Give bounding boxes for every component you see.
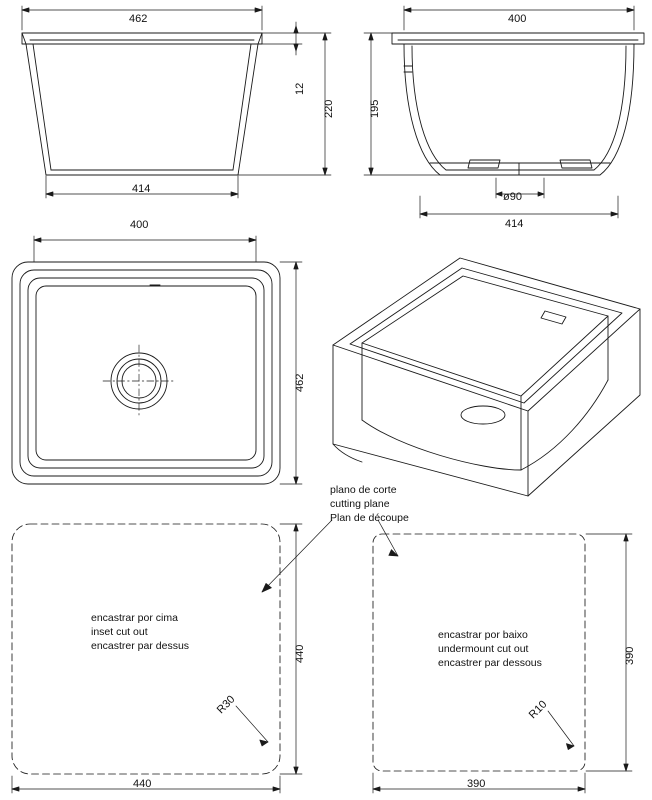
cutting-plane-line-3: Plan de découpe [330, 512, 409, 525]
front-elevation-geometry [22, 33, 262, 175]
top-plan-geometry [12, 262, 280, 484]
leader-r10 [548, 711, 574, 750]
dim-label-12-front: 12 [294, 82, 306, 95]
dim-label-440-inset-width: 440 [133, 778, 152, 790]
dim-label-462-front: 462 [129, 13, 148, 25]
dim-label-r10: R10 [526, 698, 550, 722]
caption-undermount-cutout [438, 628, 542, 671]
dim-label-400-side: 400 [508, 13, 527, 25]
dim-label-220-front: 220 [323, 99, 335, 118]
cutting-plane-leaders [262, 520, 398, 592]
inset-caption-line-3: encastrer par dessus [91, 640, 190, 653]
dim-label-195-side: 195 [369, 99, 381, 118]
dim-label-414-side: 414 [505, 218, 524, 230]
dim-220-front [238, 33, 331, 175]
inset-caption-line-1: encastrar por cima [91, 612, 178, 624]
undermount-caption-line-1: encastrar por baixo [438, 629, 528, 641]
dim-label-390-under-depth: 390 [624, 646, 636, 665]
leader-r30 [236, 706, 268, 746]
dim-label-390-under-width: 390 [467, 778, 486, 790]
dim-label-d90-side: ø90 [503, 191, 522, 203]
dim-label-r30: R30 [214, 693, 238, 717]
undermount-caption-line-3: encastrer par dessous [438, 657, 542, 670]
dim-label-440-inset-depth: 440 [294, 644, 306, 663]
inset-caption-line-2: inset cut out [91, 626, 148, 639]
dim-label-400-plan: 400 [130, 219, 149, 231]
caption-inset-cutout [91, 611, 189, 654]
undermount-caption-line-2: undermount cut out [438, 643, 529, 656]
side-elevation-geometry [392, 33, 644, 175]
cutting-plane-line-2: cutting plane [330, 498, 390, 511]
dim-label-462-plan: 462 [294, 373, 306, 392]
dim-12-front [262, 22, 302, 55]
dim-label-414-front: 414 [132, 183, 151, 195]
cutting-plane-line-1: plano de corte [330, 484, 397, 496]
isometric-geometry [333, 258, 640, 496]
annotation-cutting-plane [330, 483, 409, 526]
dim-400-plan [34, 236, 256, 262]
